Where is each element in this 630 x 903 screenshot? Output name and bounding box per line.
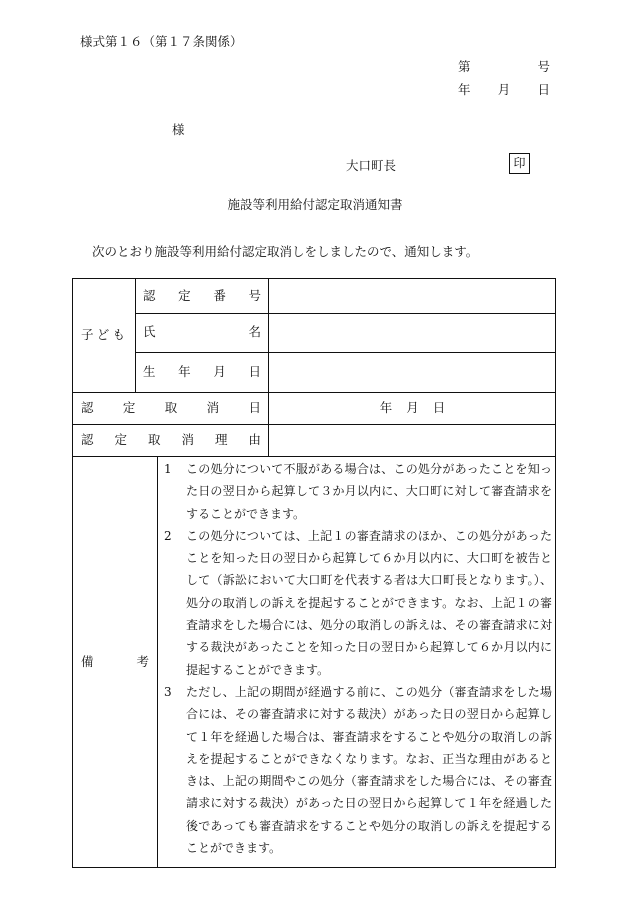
note-item: 3 ただし、上記の期間が経過する前に、この処分（審査請求をした場合には、その審査請求に対する裁決）があった日の翌日から起算して１年を経過した場合は、審査請求をすることや処分の取消しの訴えを提起することができなくなります。なお、正当な理由があるときは、上記の期間やこの処分（審査請求をした場合には、その審査請求に対する裁決）があった日の翌日から起算して１年を経過した後であっても審査請求をすることや処分の取消しの訴えを提起することができます。: [164, 684, 552, 856]
lead-sentence: 次のとおり施設等利用給付認定取消しをしましたので、通知します。: [92, 244, 479, 259]
cancel-date-label: 認 定 取 消 日: [81, 399, 261, 415]
cancel-reason-label: 認 定 取 消 理 由: [81, 431, 261, 447]
issue-month: 月: [497, 82, 511, 97]
issue-day: 日: [537, 82, 550, 97]
cancel-date-value[interactable]: 年 月 日: [379, 399, 446, 415]
child-name-label: 氏 名: [143, 324, 261, 340]
document-number-row: [458, 61, 550, 74]
cert-number-value[interactable]: [269, 279, 556, 313]
remarks-notes: [164, 458, 552, 859]
note-item: 1 この処分について不服がある場合は、この処分があったことを知った日の翌日から起算して３か月以内に、大口町に対して審査請求をすることができます。: [164, 462, 552, 521]
birth-date-value[interactable]: [269, 352, 556, 392]
note-item: 2 この処分については、上記１の審査請求のほか、この処分があったことを知った日の翌日から起算して６か月以内に、大口町を被告として（訴訟において大口町を代表する者は大口町長となります。）、処分の取消しの訴えを提起することができます。なお、上記１の審査請求をした場合には、処分の取消しの訴えは、その審査請求に対する裁決があったことを知った日の翌日から起算して６か月以内に提起することができます。: [164, 528, 552, 677]
addressee-honorific: 様: [172, 122, 185, 137]
seal-mark: 印: [509, 153, 530, 174]
number-suffix: 号: [537, 59, 550, 74]
cert-number-label: 認 定 番 号: [143, 287, 261, 303]
remarks-label: 備 考: [81, 653, 149, 669]
number-prefix: 第: [458, 59, 471, 74]
issuer-name: 大口町長: [346, 158, 397, 173]
issue-date-row: [458, 84, 550, 97]
document-title: 施設等利用給付認定取消通知書: [227, 197, 403, 212]
child-group-label: 子 ど も: [81, 327, 125, 343]
form-number: 様式第１６（第１７条関係）: [80, 34, 243, 49]
child-name-value[interactable]: [269, 313, 556, 352]
cancel-reason-value[interactable]: [269, 424, 556, 456]
birth-date-label: 生 年 月 日: [143, 363, 261, 379]
issue-year: 年: [458, 82, 471, 97]
